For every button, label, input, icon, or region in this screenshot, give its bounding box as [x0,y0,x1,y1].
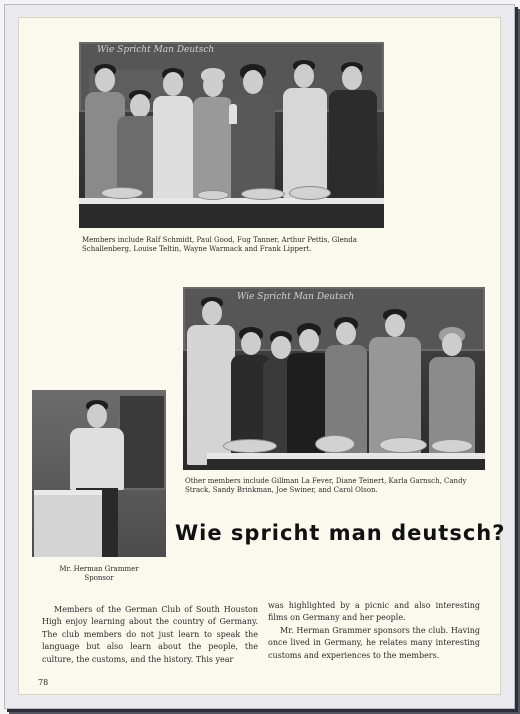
student-figure [153,68,193,218]
page-number: 78 [38,678,49,687]
sponsor-photo [32,390,166,557]
body-paragraph: Mr. Herman Grammer sponsors the club. Having once lived in Germany, he relates many interesting customs and experiences to the members. [268,625,480,660]
top-group-photo [79,42,384,228]
page-title: Wie spricht man deutsch? [175,521,506,545]
food-dish [101,187,143,199]
body-paragraph: was highlighted by a picnic and also interesting films on Germany and her people. [268,601,480,623]
body-column-1 [42,604,258,666]
food-dish [197,190,229,200]
yearbook-page [18,17,506,695]
food-dish [315,435,355,453]
body-paragraph: Members of the German Club of South Houston High enjoy learning about the country of Germany. The club members do not just learn to speak the language but also learn about the people, the culture, the customs, and the history. This year [42,605,258,664]
sponsor-caption-name: Mr. Herman Grammer [59,565,139,573]
trophy [229,104,237,124]
middle-photo-caption: Other members include Gillman La Fever, Diane Teinert, Karla Garnsch, Candy Strack, Sandy Brinkman, Joe Swiner, and Carol Olson. [185,477,467,494]
food-dish [379,437,427,453]
food-dish [241,188,285,200]
food-dish [223,439,277,453]
body-column-2 [268,600,480,662]
food-dish [289,186,331,200]
food-dish [431,439,473,453]
lectern [34,490,102,557]
food-table [79,198,384,228]
chalkboard-text: Wie Spricht Man Deutsch [97,45,215,55]
sponsor-caption-role: Sponsor [84,574,114,582]
middle-group-photo [183,287,485,470]
food-table [207,453,485,470]
top-photo-caption: Members include Ralf Schmidt, Paul Good, Fug Tanner, Arthur Pettis, Glenda Schallenberg, Louise Teltin, Wayne Warmack and Frank Lippert. [82,236,357,253]
chalkboard-text: Wie Spricht Man Deutsch [237,292,355,302]
